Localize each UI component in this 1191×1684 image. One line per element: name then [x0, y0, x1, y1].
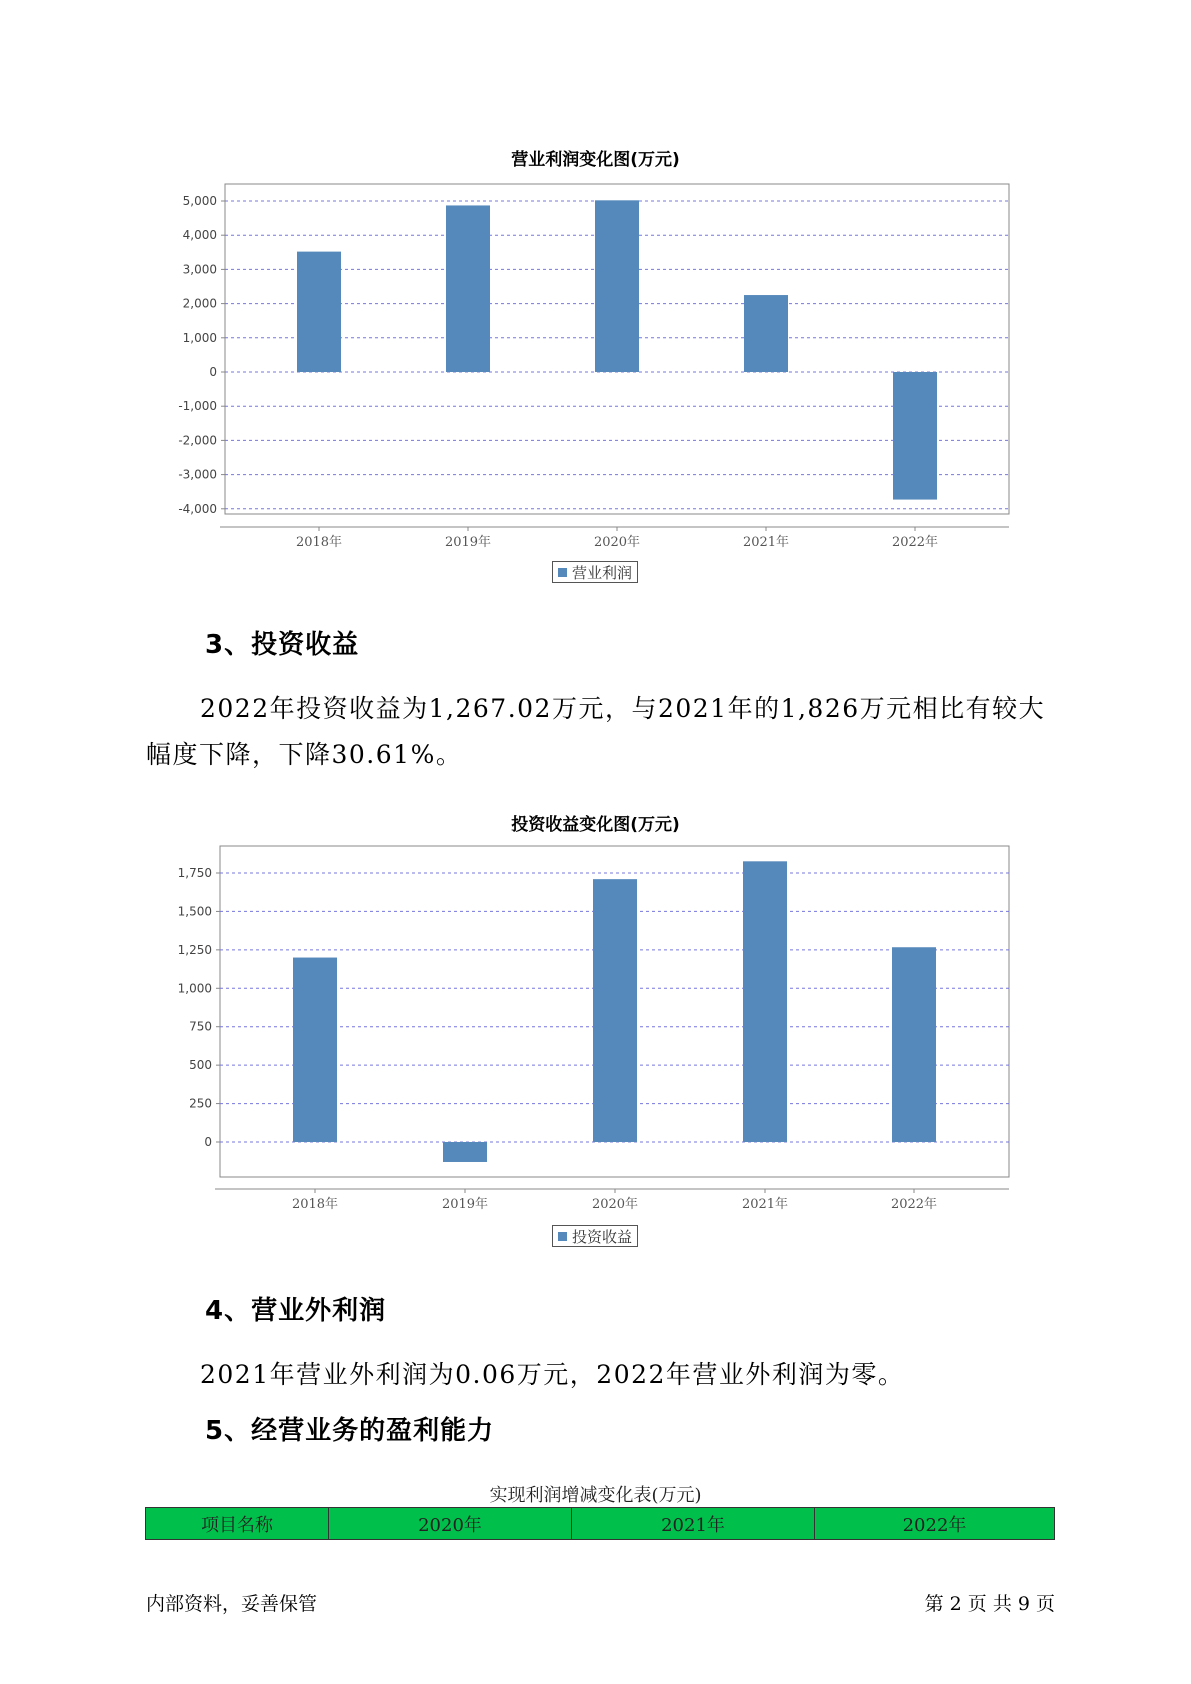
y-tick-label: 500: [189, 1058, 212, 1073]
x-tick-label: 2020年: [593, 535, 641, 550]
y-tick-label: -3,000: [178, 467, 217, 482]
y-tick-label: 4,000: [182, 228, 217, 243]
y-tick-label: 1,500: [177, 904, 212, 919]
section-4-heading: 4、营业外利润: [205, 1296, 387, 1326]
section-4-paragraph: 2021年营业外利润为0.06万元，2022年营业外利润为零。: [200, 1360, 905, 1389]
legend-swatch: [558, 1232, 567, 1241]
section-3-heading: 3、投资收益: [205, 630, 360, 660]
bar: [293, 958, 337, 1142]
table-header-row: [146, 1508, 1055, 1540]
table-header-cell: 2022年: [815, 1508, 1055, 1540]
y-tick-label: 1,000: [177, 981, 212, 996]
y-tick-label: -2,000: [178, 433, 217, 448]
profit-change-table: [145, 1507, 1055, 1540]
x-tick-label: 2022年: [891, 535, 939, 550]
section-5-heading: 5、经营业务的盈利能力: [205, 1416, 495, 1446]
bar: [892, 947, 936, 1142]
legend-label: 营业利润: [572, 563, 633, 582]
x-tick-label: 2018年: [291, 1197, 339, 1212]
chart-title-investment-income: 投资收益变化图(万元): [511, 815, 680, 835]
y-tick-label: 3,000: [182, 262, 217, 277]
table-header-cell: 2020年: [329, 1508, 572, 1540]
footer-confidential-note: 内部资料，妥善保管: [146, 1593, 318, 1615]
y-tick-label: 2,000: [182, 296, 217, 311]
x-tick-label: 2020年: [591, 1197, 639, 1212]
chart-title-operating-profit: 营业利润变化图(万元): [511, 150, 680, 170]
y-tick-label: -4,000: [178, 501, 217, 516]
y-tick-label: 1,000: [182, 330, 217, 345]
table-header-cell: 2021年: [572, 1508, 815, 1540]
x-tick-label: 2019年: [444, 535, 492, 550]
table-header-cell: 项目名称: [146, 1508, 329, 1540]
y-tick-label: 0: [209, 365, 217, 379]
x-tick-label: 2022年: [890, 1197, 938, 1212]
y-tick-label: 1,250: [177, 942, 212, 957]
x-tick-label: 2019年: [441, 1197, 489, 1212]
y-tick-label: 250: [189, 1096, 212, 1111]
x-tick-label: 2021年: [742, 535, 790, 550]
y-tick-label: 5,000: [182, 194, 217, 208]
bar: [743, 861, 787, 1142]
bar: [593, 879, 637, 1142]
y-tick-label: 0: [204, 1135, 212, 1149]
section-3-paragraph: 2022年投资收益为1,267.02万元，与2021年的1,826万元相比有较大幅度下降，下降30.61%。: [146, 694, 1046, 769]
y-tick-label: -1,000: [178, 399, 217, 414]
x-tick-label: 2018年: [295, 535, 343, 550]
chart-legend-investment-income: [552, 1225, 638, 1247]
y-tick-label: 750: [189, 1019, 212, 1034]
x-tick-label: 2021年: [741, 1197, 789, 1212]
legend-label: 投资收益: [572, 1227, 633, 1246]
footer-page-number: 第 2 页 共 9 页: [924, 1593, 1055, 1615]
bar: [443, 1142, 487, 1162]
y-tick-label: 1,750: [177, 866, 212, 880]
table-caption: 实现利润增减变化表(万元): [489, 1485, 702, 1506]
